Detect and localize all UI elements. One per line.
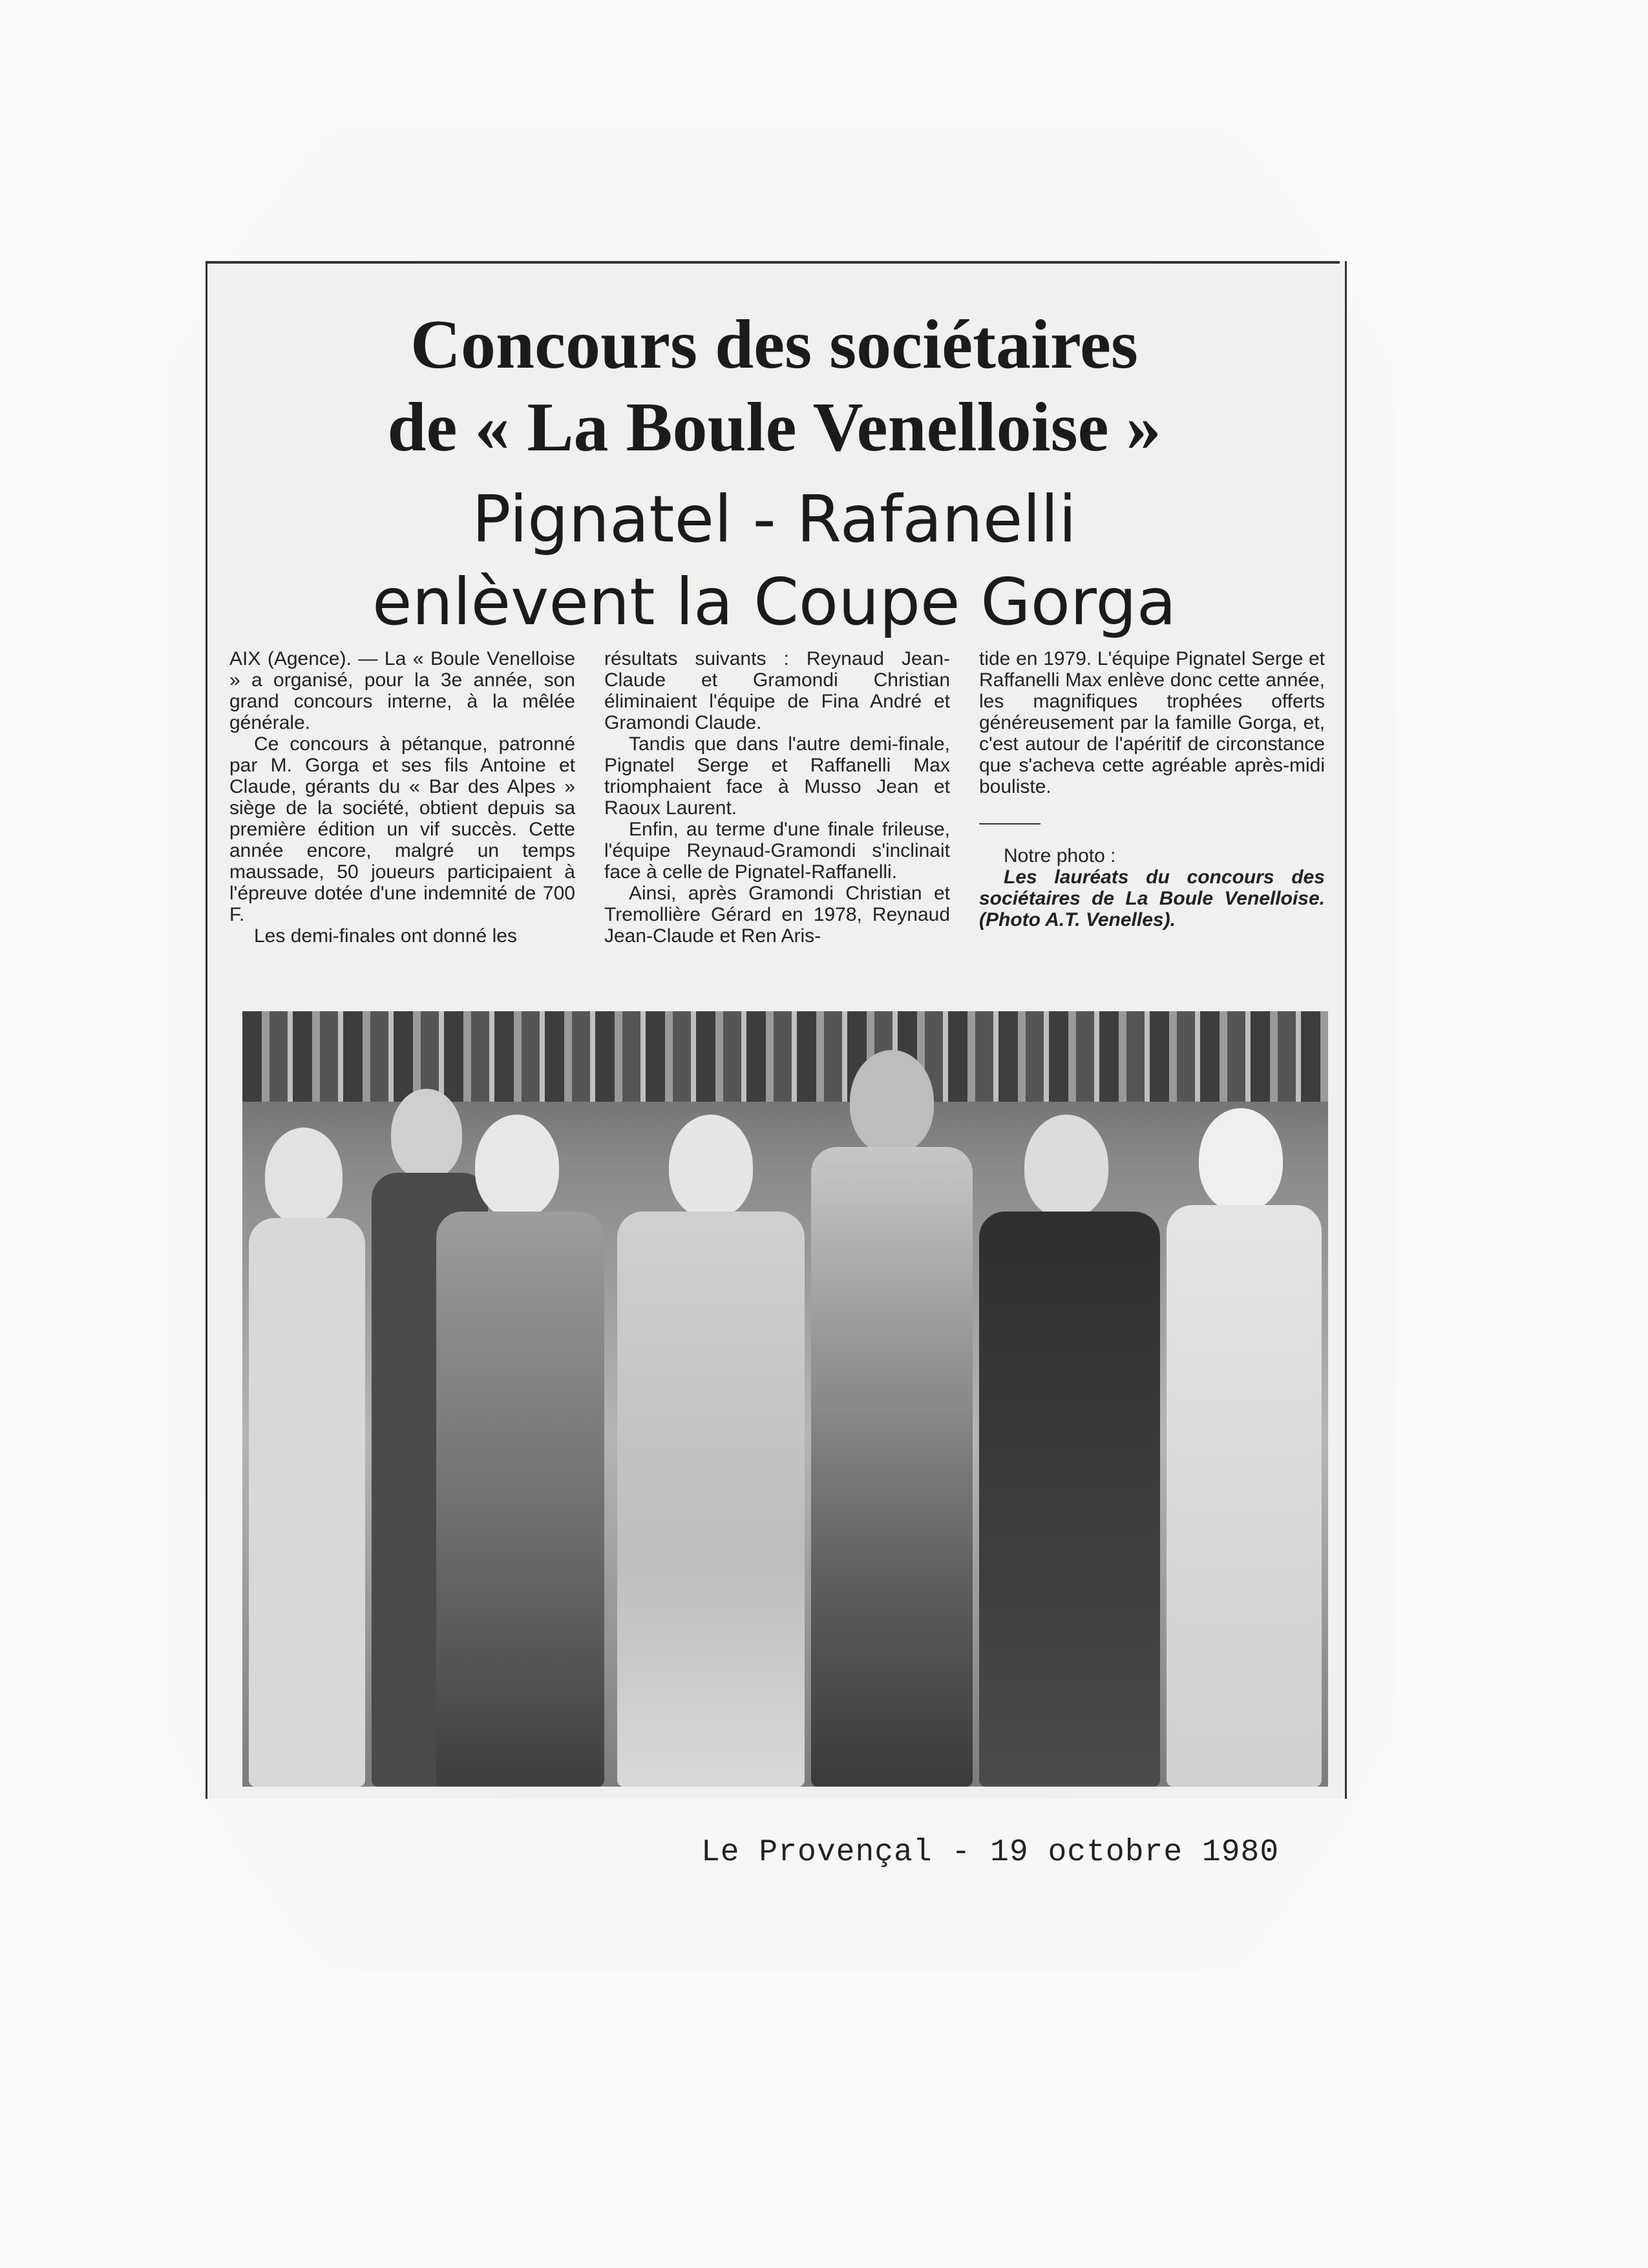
column-1 bbox=[229, 648, 575, 947]
headline-line-2: de « La Boule Venelloise » bbox=[387, 389, 1161, 466]
person-figure bbox=[979, 1115, 1160, 1787]
paragraph: Les demi-finales ont donné les bbox=[254, 925, 517, 947]
column-3 bbox=[979, 648, 1325, 930]
photo-caption: Les lauréats du concours des sociétaires de La Boule Venelloise. (Photo A.T. Venelles). bbox=[979, 866, 1325, 930]
paragraph: Ce concours à pétanque, patronné par M. Gorga et ses fils Antoine et Claude, gérants du « Bar des Alpes » siège de la société, obtient depuis sa première édition un vif succès. Cette année encore, malgré un temps maussade, 50 joueurs participaient à l'épreuve dotée d'une indemnité de 700 F. bbox=[229, 733, 575, 925]
person-figure bbox=[249, 1128, 365, 1787]
person-figure bbox=[1167, 1108, 1322, 1787]
article-body bbox=[229, 648, 1325, 1000]
person-figure bbox=[436, 1115, 604, 1787]
subhead-line-1: Pignatel - Rafanelli bbox=[472, 481, 1077, 557]
top-rule bbox=[206, 261, 1340, 264]
paragraph: Ainsi, après Gramondi Christian et Tremollière Gérard en 1978, Reynaud Jean-Claude et Ren Aris- bbox=[604, 883, 950, 947]
photo-label: Notre photo : bbox=[1004, 845, 1116, 866]
person-figure bbox=[617, 1115, 805, 1787]
subhead-line-2: enlèvent la Coupe Gorga bbox=[372, 564, 1177, 640]
headline-line-1: Concours des sociétaires bbox=[410, 306, 1138, 383]
headline bbox=[206, 304, 1343, 469]
paragraph: AIX (Agence). — La « Boule Venelloise » a organisé, pour la 3e année, son grand concours interne, à la mêlée générale. bbox=[229, 648, 575, 733]
paragraph: Enfin, au terme d'une finale frileuse, l'équipe Reynaud-Gramondi s'inclinait face à celle de Pignatel-Raffanelli. bbox=[604, 819, 950, 883]
bar-shelves bbox=[242, 1011, 1328, 1102]
group-photo bbox=[242, 1011, 1328, 1787]
source-line: Le Provençal - 19 octobre 1980 bbox=[701, 1835, 1280, 1870]
column-2 bbox=[604, 648, 950, 947]
paragraph: tide en 1979. L'équipe Pignatel Serge et Raffanelli Max enlève donc cette année, les magnifiques trophées offerts généreusement par la famille Gorga, et, c'est autour de l'apéritif de circonstance que s'acheva cette agréable après-midi bouliste. bbox=[979, 648, 1325, 797]
subheadline bbox=[206, 478, 1343, 644]
person-figure bbox=[811, 1050, 973, 1787]
paragraph: résultats suivants : Reynaud Jean-Claude et Gramondi Christian éliminaient l'équipe de Fina André et Gramondi Claude. bbox=[604, 648, 950, 733]
separator-rule bbox=[979, 823, 1041, 824]
paragraph: Tandis que dans l'autre demi-finale, Pignatel Serge et Raffanelli Max triomphaient face à Musso Jean et Raoux Laurent. bbox=[604, 733, 950, 819]
